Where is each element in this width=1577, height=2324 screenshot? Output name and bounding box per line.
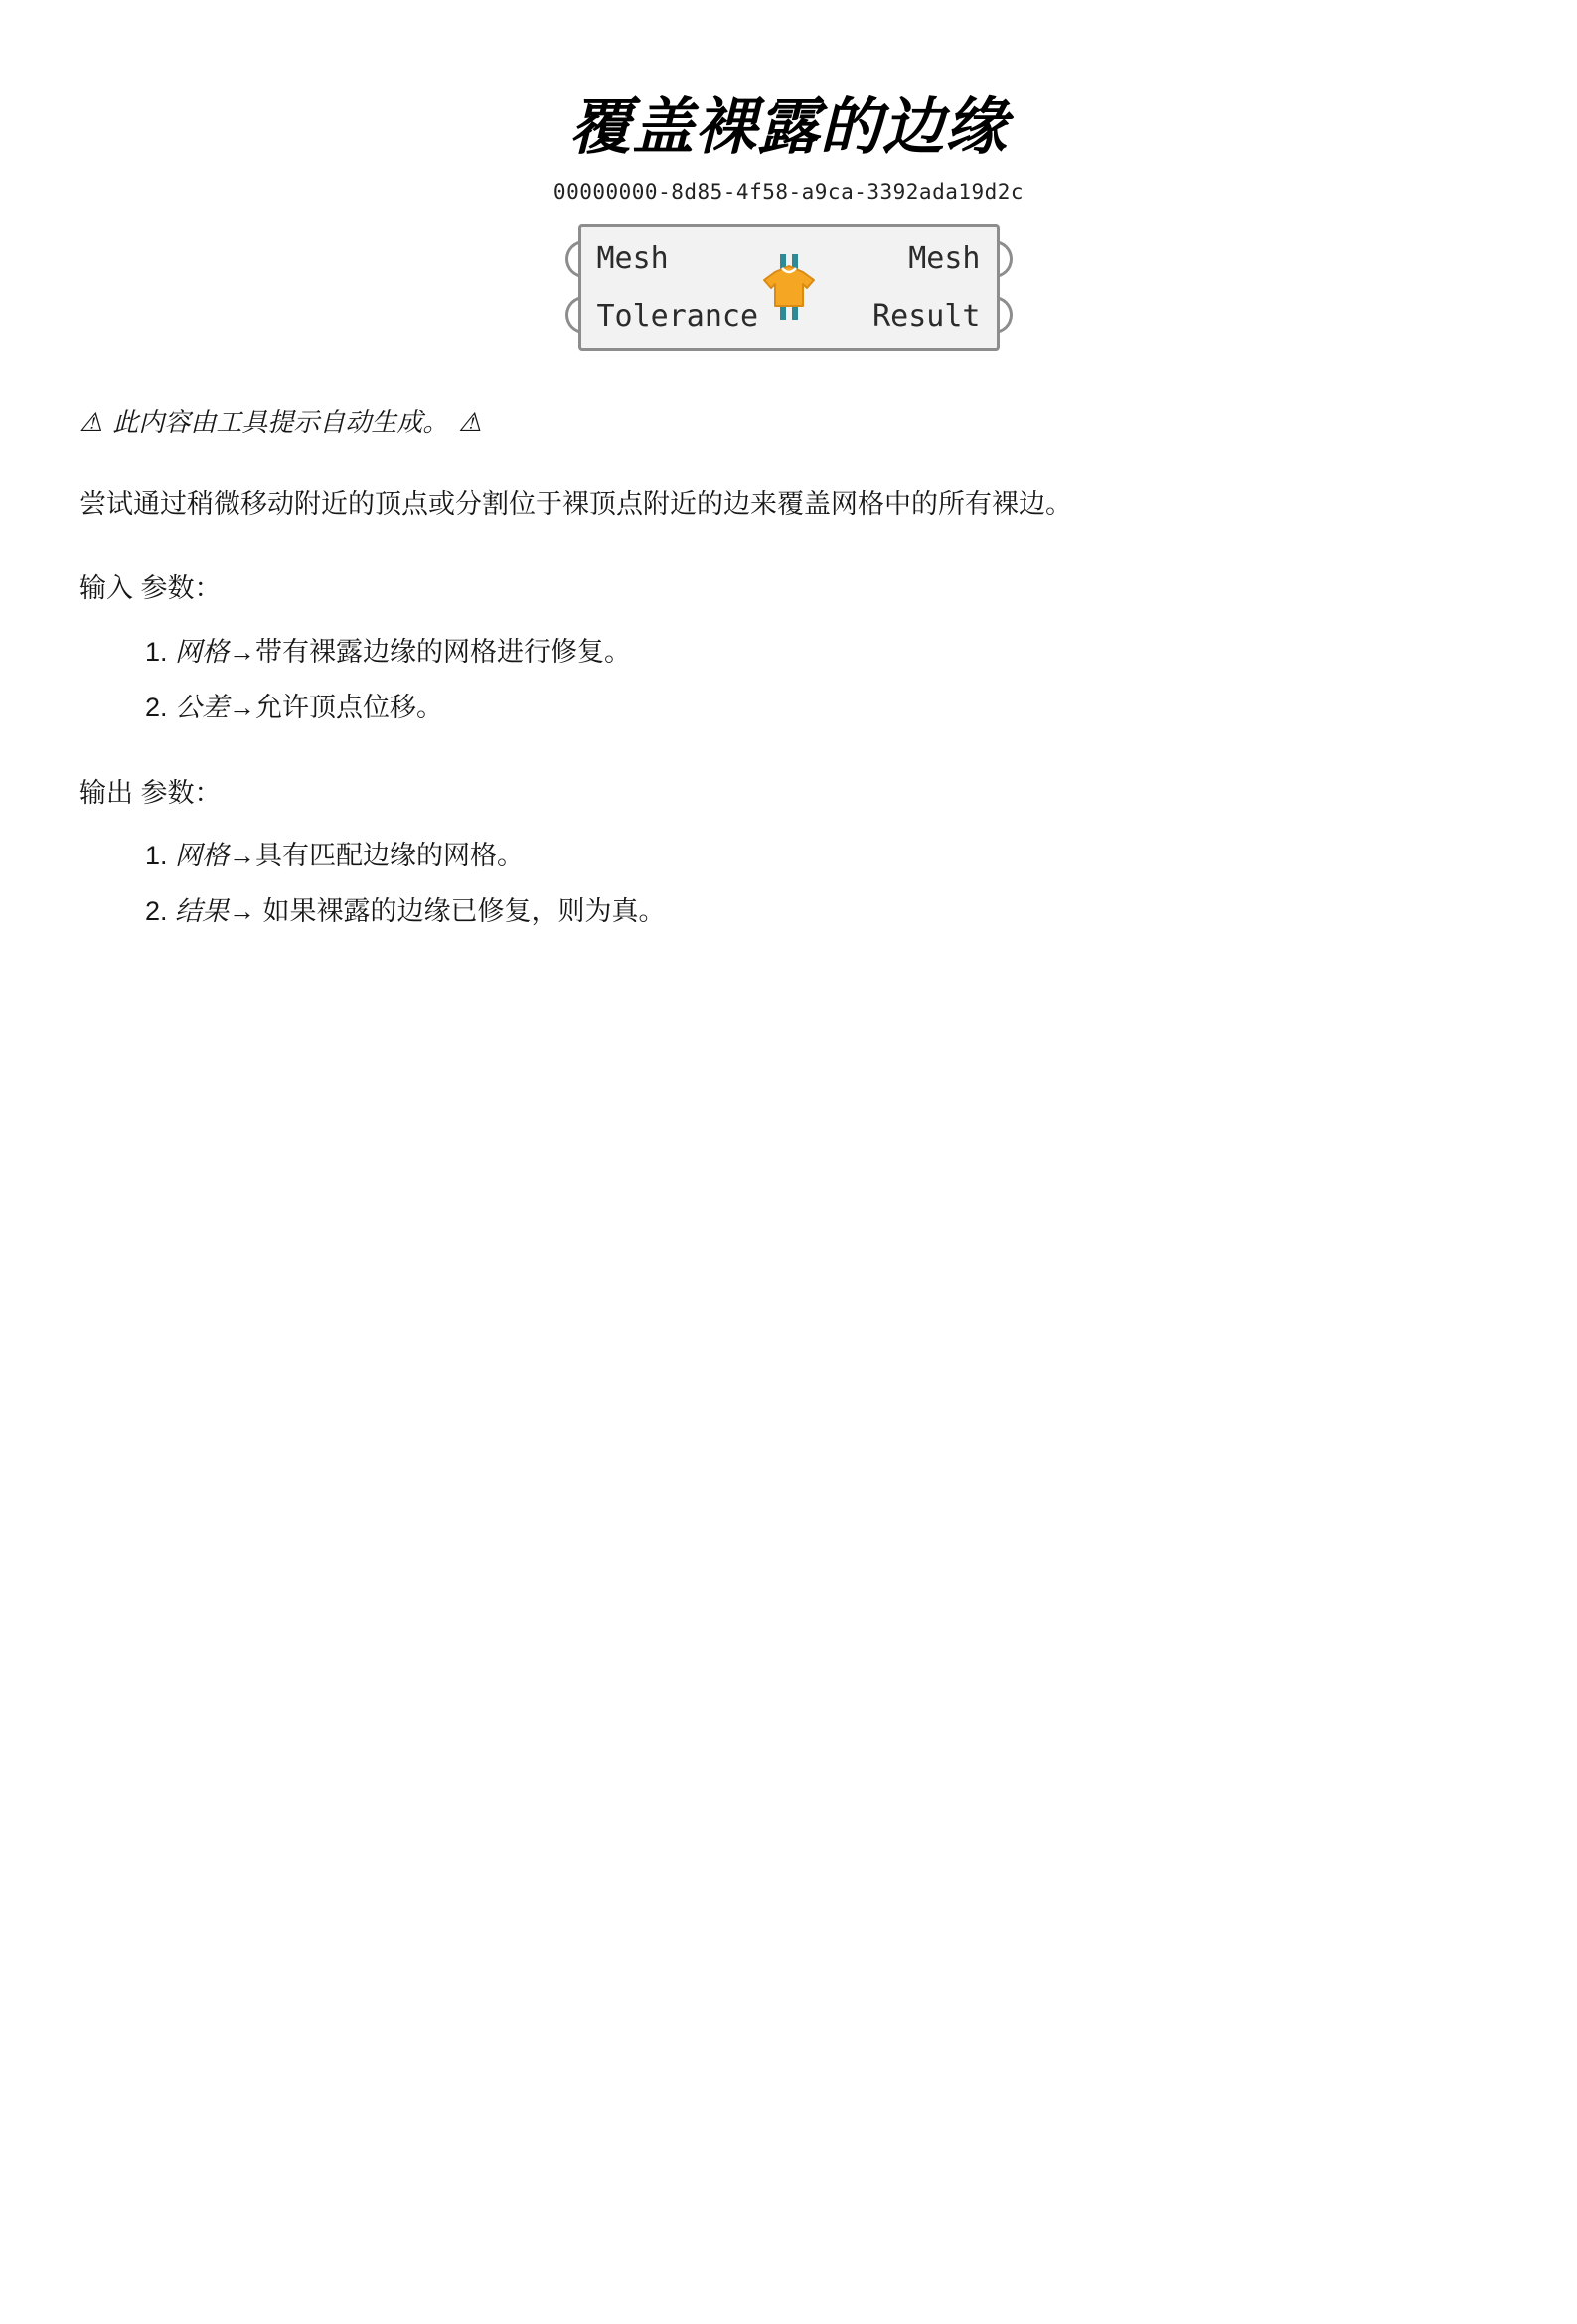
list-item	[175, 836, 1498, 877]
document-page	[0, 94, 1577, 933]
node-output-label-mesh: Mesh	[908, 240, 981, 276]
auto-generated-note	[79, 402, 1498, 442]
output-parameters-label: 输出 参数：	[79, 777, 222, 808]
input-parameters-label: 输入 参数：	[79, 572, 222, 603]
param-name: 公差	[175, 692, 229, 722]
node-input-label-mesh: Mesh	[596, 240, 669, 276]
node-output-label-result: Result	[872, 298, 981, 334]
auto-generated-note-text: 此内容由工具提示自动生成。	[112, 407, 449, 438]
document-content	[79, 402, 1498, 933]
output-parameters-list	[79, 836, 1498, 933]
list-item	[175, 891, 1498, 933]
mesh-repair-icon	[758, 252, 820, 322]
page-title: 覆盖裸露的边缘	[568, 93, 1008, 162]
component-node	[559, 224, 1019, 351]
param-name: 网格	[175, 636, 229, 667]
param-desc: →允许顶点位移。	[229, 692, 443, 722]
component-guid: 00000000-8d85-4f58-a9ca-3392ada19d2c	[552, 180, 1025, 205]
warning-icon: ⚠	[79, 407, 103, 438]
param-desc: →具有匹配边缘的网格。	[229, 841, 524, 871]
input-parameters-list	[79, 632, 1498, 729]
component-node-container	[0, 224, 1577, 351]
description-paragraph: 尝试通过稍微移动附近的顶点或分割位于裸顶点附近的边来覆盖网格中的所有裸边。	[79, 489, 1072, 520]
warning-icon-2: ⚠	[458, 407, 482, 438]
param-desc: →带有裸露边缘的网格进行修复。	[229, 636, 631, 667]
list-item	[175, 632, 1498, 674]
list-item	[175, 688, 1498, 729]
param-name: 网格	[175, 841, 229, 871]
param-desc: → 如果裸露的边缘已修复，则为真。	[229, 896, 666, 927]
node-input-label-tolerance: Tolerance	[596, 298, 759, 334]
param-name: 结果	[175, 896, 229, 927]
